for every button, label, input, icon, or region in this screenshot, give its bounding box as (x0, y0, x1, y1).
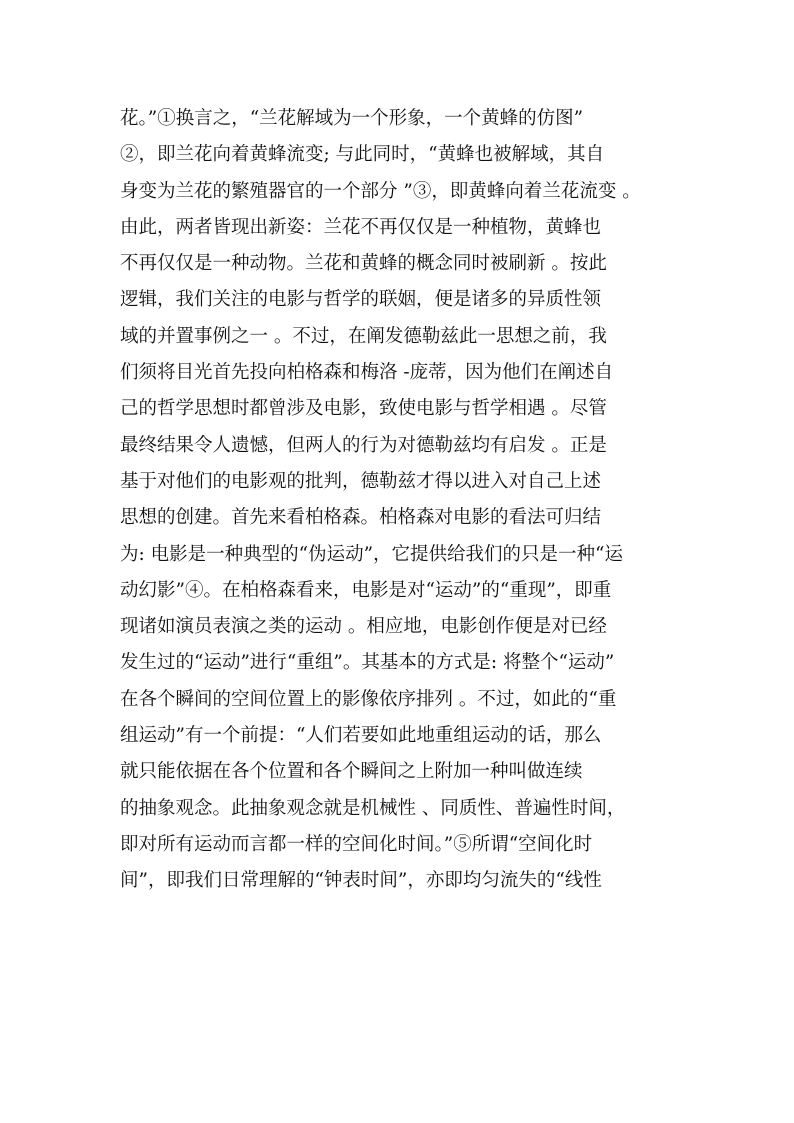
text-line: 身变为兰花的繁殖器官的一个部分 ”③，即黄蜂向着兰花流变 。 (120, 180, 641, 202)
text-line: 基于对他们的电影观的批判，德勒兹才得以进入对自己上述 (120, 470, 602, 492)
text-line: 发生过的“运动”进行“重组”。其基本的方式是: 将整个“运动” (120, 652, 615, 674)
text-line: 己的哲学思想时都曾涉及电影，致使电影与哲学相遇 。尽管 (120, 398, 607, 420)
text-line: 花。”①换言之，“兰花解域为一个形象，一个黄蜂的仿图” (120, 108, 584, 129)
text-line: 现诸如演员表演之类的运动 。相应地，电影创作便是对已经 (120, 616, 607, 638)
text-line: 思想的创建。首先来看柏格森。柏格森对电影的看法可归结 (120, 507, 602, 529)
text-line: 们须将目光首先投向柏格森和梅洛 -庞蒂，因为他们在阐述自 (120, 362, 614, 384)
text-line: 在各个瞬间的空间位置上的影像依序排列 。不过，如此的“重 (120, 688, 617, 710)
text-line: 组运动”有一个前提：“人们若要如此地重组运动的话，那么 (120, 725, 602, 747)
text-line: 为: 电影是一种典型的“伪运动”，它提供给我们的只是一种“运 (120, 543, 623, 565)
body-text (120, 101, 680, 900)
text-line: 不再仅仅是一种动物。兰花和黄蜂的概念同时被刷新 。按此 (120, 253, 607, 275)
text-line: 的抽象观念。此抽象观念就是机械性 、同质性、普遍性时间， (120, 797, 626, 819)
text-line: 动幻影”④。在柏格森看来，电影是对“运动”的“重现”，即重 (120, 579, 612, 601)
text-line: 由此，两者皆现出新姿：兰花不再仅仅是一种植物，黄蜂也 (120, 216, 602, 238)
text-line: 最终结果令人遗憾，但两人的行为对德勒兹均有启发 。正是 (120, 434, 607, 456)
text-line: 即对所有运动而言都一样的空间化时间。”⑤所谓“空间化时 (120, 833, 593, 855)
text-line: 逻辑，我们关注的电影与哲学的联姻，便是诸多的异质性领 (120, 289, 602, 311)
text-line: ②，即兰花向着黄蜂流变; 与此同时，“黄蜂也被解域，其自 (120, 144, 605, 166)
text-line: 域的并置事例之一 。不过，在阐发德勒兹此一思想之前，我 (120, 325, 607, 347)
text-line: 间”，即我们日常理解的“钟表时间”，亦即均匀流失的“线性 (120, 870, 602, 892)
text-line: 就只能依据在各个位置和各个瞬间之上附加一种叫做连续 (120, 761, 583, 783)
